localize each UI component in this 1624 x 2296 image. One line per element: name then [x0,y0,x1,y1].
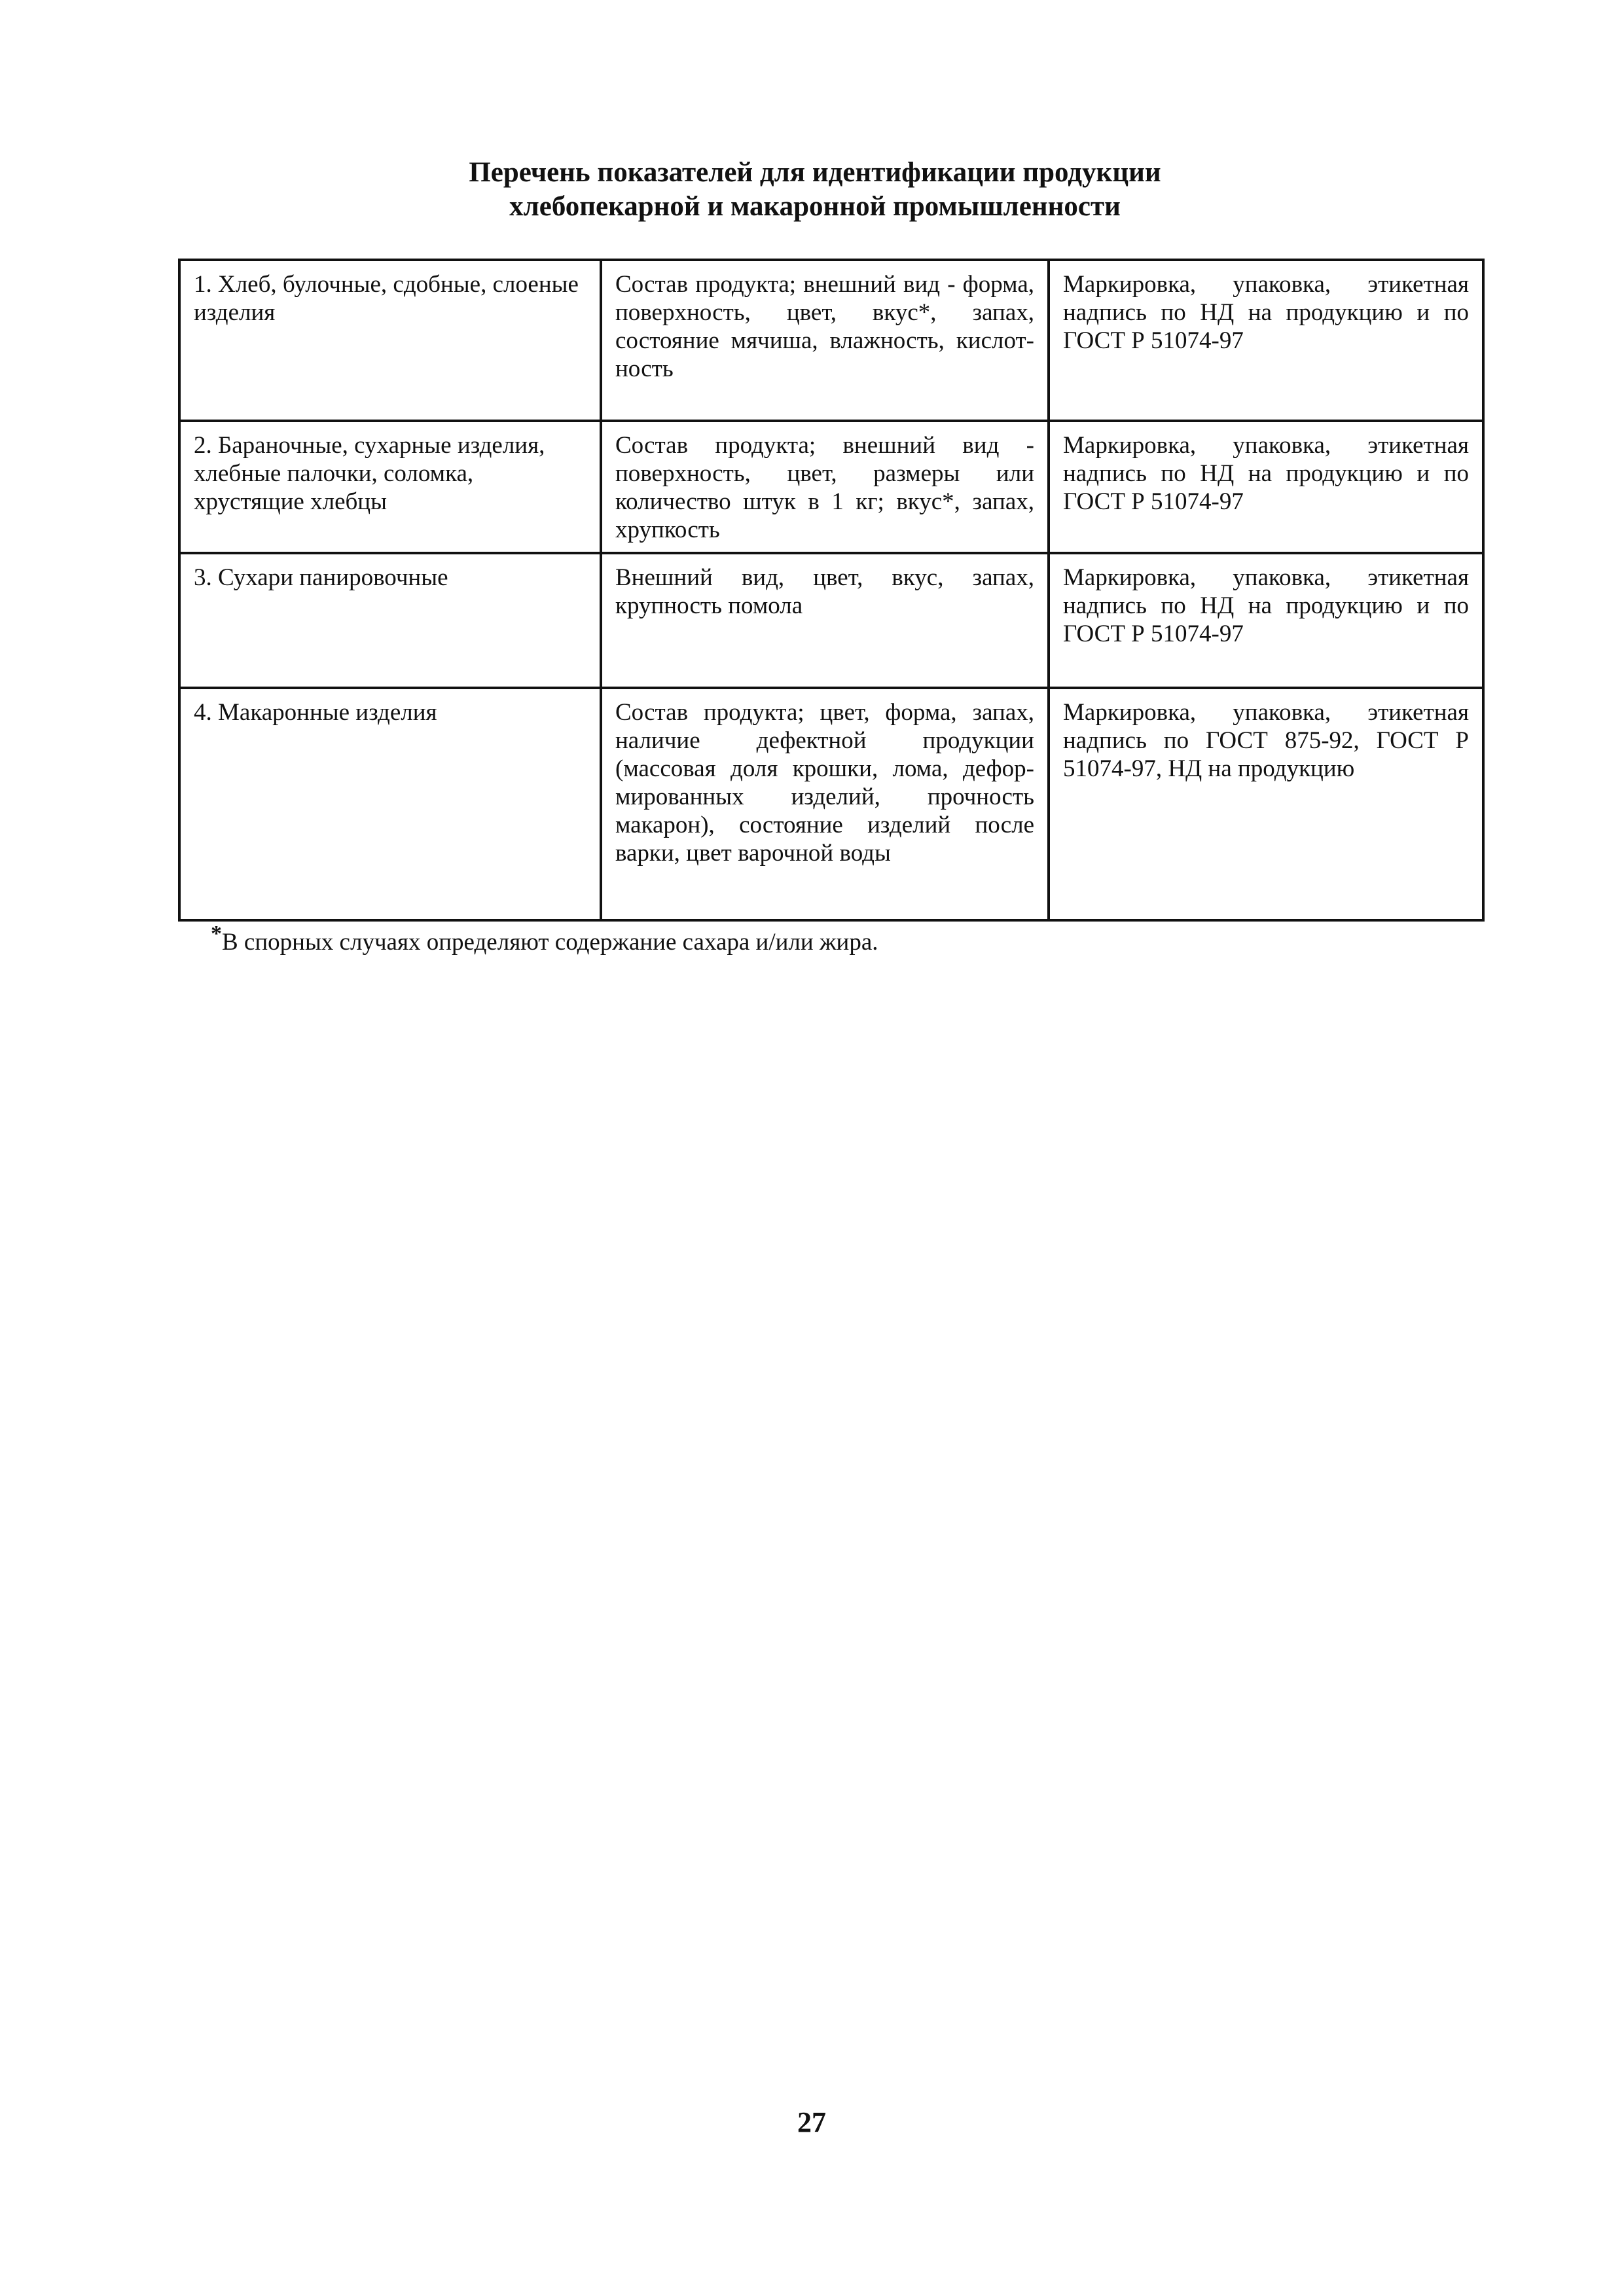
indicators-cell: Состав продукта; цвет, форма, запах, наличие дефектной продукции (массовая доля крошки, лома, деформированных изделий, прочность макарон), состояние изделий после варки, цвет варочной воды [601,688,1049,920]
indicators-cell: Внешний вид, цвет, вкус, запах, крупность помола [601,553,1049,688]
footnote [211,922,878,958]
page-title-line-2: хлебопекарной и макаронной промышленности [509,191,1121,222]
table-row [179,688,1483,920]
marking-cell: Маркировка, упаковка, этикетная надпись по НД на продукцию и по ГОСТ Р 51074-97 [1049,553,1483,688]
marking-cell: Маркировка, упаковка, этикетная надпись по НД на продукцию и по ГОСТ Р 51074-97 [1049,421,1483,553]
marking-cell: Маркировка, упаковка, этикетная надпись по НД на продукцию и по ГОСТ Р 51074-97 [1049,260,1483,421]
product-cell: 3. Сухари панировочные [179,553,601,688]
indicators-cell: Состав продукта; внешний вид - поверхность, цвет, размеры или количество штук в 1 кг; вкус*, запах, хрупкость [601,421,1049,553]
footnote-marker: * [211,922,222,946]
table-row [179,421,1483,553]
product-cell: 4. Макаронные изделия [179,688,601,920]
indicators-cell: Состав продукта; внешний вид - форма, поверхность, цвет, вкус*, запах, состояние мячиша, влажность, кислотность [601,260,1049,421]
marking-cell: Маркировка, упаковка, этикетная надпись по ГОСТ 875-92, ГОСТ Р 51074-97, НД на продукцию [1049,688,1483,920]
page-number: 27 [797,2106,826,2138]
table-row [179,260,1483,421]
footnote-text: В спорных случаях определяют содержание сахара и/или жира. [222,929,878,956]
product-cell: 2. Бараночные, сухарные изделия, хлебные палочки, соломка, хрустящие хлебцы [179,421,601,553]
table-row [179,553,1483,688]
page-title [353,156,1276,224]
page-title-line-1: Перечень показателей для идентификации продукции [469,157,1161,188]
identification-table [178,259,1485,922]
product-cell: 1. Хлеб, булочные, сдобные, слоеные изделия [179,260,601,421]
